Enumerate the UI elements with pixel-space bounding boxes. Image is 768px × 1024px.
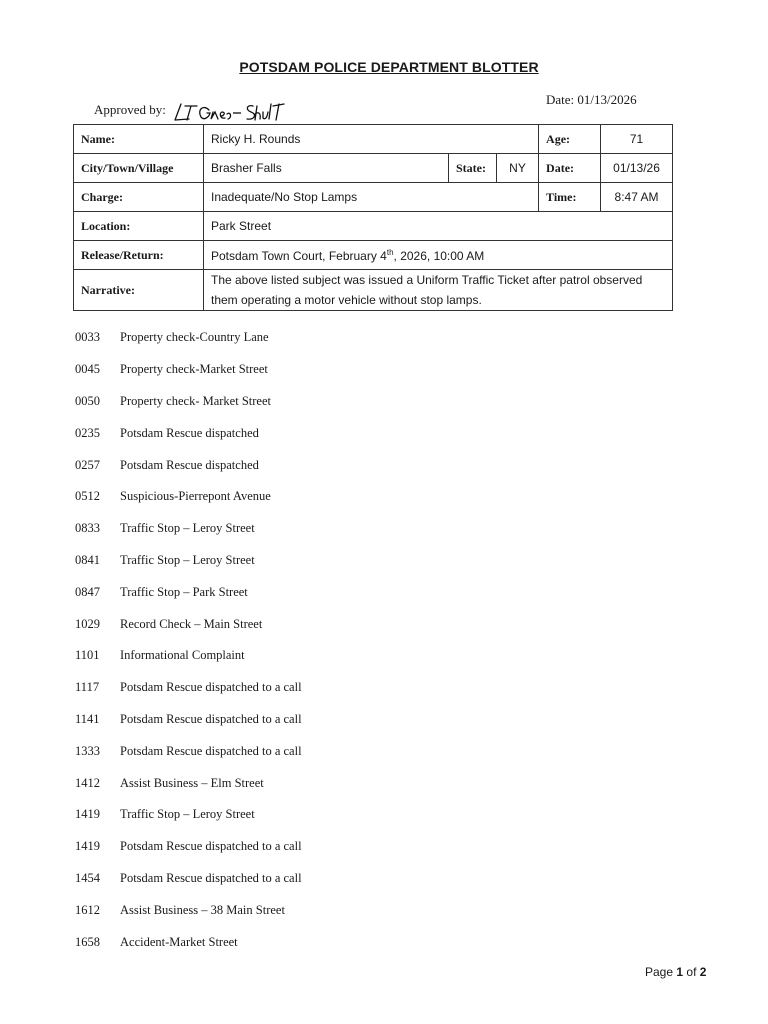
log-time: 1612	[75, 902, 100, 917]
page-indicator	[645, 965, 706, 979]
blotter-date: Date: 01/13/2026	[546, 92, 637, 107]
log-entry	[75, 926, 715, 958]
log-description: Potsdam Rescue dispatched to a call	[120, 711, 302, 726]
log-description: Traffic Stop – Leroy Street	[120, 521, 255, 536]
log-time: 0050	[75, 393, 100, 408]
log-entry	[75, 608, 715, 640]
approved-by	[94, 92, 287, 118]
log-description: Property check-Country Lane	[120, 330, 269, 345]
release-ordinal: th	[386, 247, 394, 257]
log-entry	[75, 640, 715, 672]
location-label: Location:	[74, 212, 204, 241]
log-time: 1454	[75, 870, 100, 885]
log-time: 1412	[75, 775, 100, 790]
approved-label: Approved by:	[94, 102, 166, 117]
charge-value: Inadequate/No Stop Lamps	[204, 183, 539, 212]
log-description: Traffic Stop – Park Street	[120, 584, 248, 599]
subject-info-table	[73, 124, 673, 311]
state-value: NY	[497, 154, 539, 183]
log-entry	[75, 576, 715, 608]
log-time: 0512	[75, 489, 100, 504]
log-description: Potsdam Rescue dispatched to a call	[120, 870, 302, 885]
log-entry	[75, 417, 715, 449]
age-value: 71	[601, 125, 673, 154]
log-description: Property check- Market Street	[120, 393, 271, 408]
log-description: Potsdam Rescue dispatched to a call	[120, 680, 302, 695]
log-entry	[75, 894, 715, 926]
log-entry	[75, 513, 715, 545]
log-description: Informational Complaint	[120, 648, 245, 663]
time-label: Time:	[539, 183, 601, 212]
log-description: Traffic Stop – Leroy Street	[120, 552, 255, 567]
log-time: 0847	[75, 584, 100, 599]
name-label: Name:	[74, 125, 204, 154]
log-description: Assist Business – 38 Main Street	[120, 902, 285, 917]
log-time: 1101	[75, 648, 100, 663]
page-title: POTSDAM POLICE DEPARTMENT BLOTTER	[239, 59, 539, 75]
log-entry	[75, 545, 715, 577]
log-description: Suspicious-Pierrepont Avenue	[120, 489, 271, 504]
log-time: 0841	[75, 552, 100, 567]
log-time: 0235	[75, 425, 100, 440]
log-time: 0833	[75, 521, 100, 536]
log-description: Assist Business – Elm Street	[120, 775, 264, 790]
log-entry	[75, 799, 715, 831]
log-description: Potsdam Rescue dispatched to a call	[120, 839, 302, 854]
log-time: 1141	[75, 711, 100, 726]
narrative-label: Narrative:	[74, 270, 204, 311]
release-text-end: , 2026, 10:00 AM	[393, 248, 485, 263]
city-value: Brasher Falls	[204, 154, 449, 183]
log-entry	[75, 672, 715, 704]
page-number: 1	[676, 965, 684, 979]
log-time: 1419	[75, 839, 100, 854]
log-description: Potsdam Rescue dispatched to a call	[120, 743, 302, 758]
log-time: 1419	[75, 807, 100, 822]
state-label: State:	[449, 154, 497, 183]
log-time: 1117	[75, 680, 100, 695]
age-label: Age:	[539, 125, 601, 154]
log-entry	[75, 704, 715, 736]
charge-label: Charge:	[74, 183, 204, 212]
blotter-log	[75, 322, 715, 958]
page-total: 2	[699, 965, 707, 979]
log-time: 1333	[75, 743, 100, 758]
time-value: 8:47 AM	[601, 183, 673, 212]
log-time: 0045	[75, 362, 100, 377]
approver-signature	[169, 98, 287, 124]
log-entry	[75, 863, 715, 895]
narrative-value: The above listed subject was issued a Uniform Traffic Ticket after patrol observed them operating a motor vehicle without stop lamps.	[204, 270, 673, 311]
log-description: Traffic Stop – Leroy Street	[120, 807, 255, 822]
log-entry	[75, 767, 715, 799]
release-value	[204, 241, 673, 270]
page-word: Page	[645, 965, 674, 979]
release-label: Release/Return:	[74, 241, 204, 270]
page-of: of	[686, 965, 697, 979]
log-description: Record Check – Main Street	[120, 616, 263, 631]
log-description: Potsdam Rescue dispatched	[120, 425, 259, 440]
name-value: Ricky H. Rounds	[204, 125, 539, 154]
log-time: 0257	[75, 457, 100, 472]
log-description: Property check-Market Street	[120, 362, 268, 377]
location-value: Park Street	[204, 212, 673, 241]
log-time: 1029	[75, 616, 100, 631]
log-description: Accident-Market Street	[120, 934, 238, 949]
log-time: 1658	[75, 934, 100, 949]
log-description: Potsdam Rescue dispatched	[120, 457, 259, 472]
log-entry	[75, 831, 715, 863]
date-label: Date:	[539, 154, 601, 183]
log-entry	[75, 481, 715, 513]
log-entry	[75, 735, 715, 767]
log-entry	[75, 354, 715, 386]
log-time: 0033	[75, 330, 100, 345]
log-entry	[75, 386, 715, 418]
log-entry	[75, 449, 715, 481]
date-value: 01/13/26	[601, 154, 673, 183]
city-label: City/Town/Village	[74, 154, 204, 183]
log-entry	[75, 322, 715, 354]
release-text: Potsdam Town Court, February 4	[211, 248, 387, 263]
